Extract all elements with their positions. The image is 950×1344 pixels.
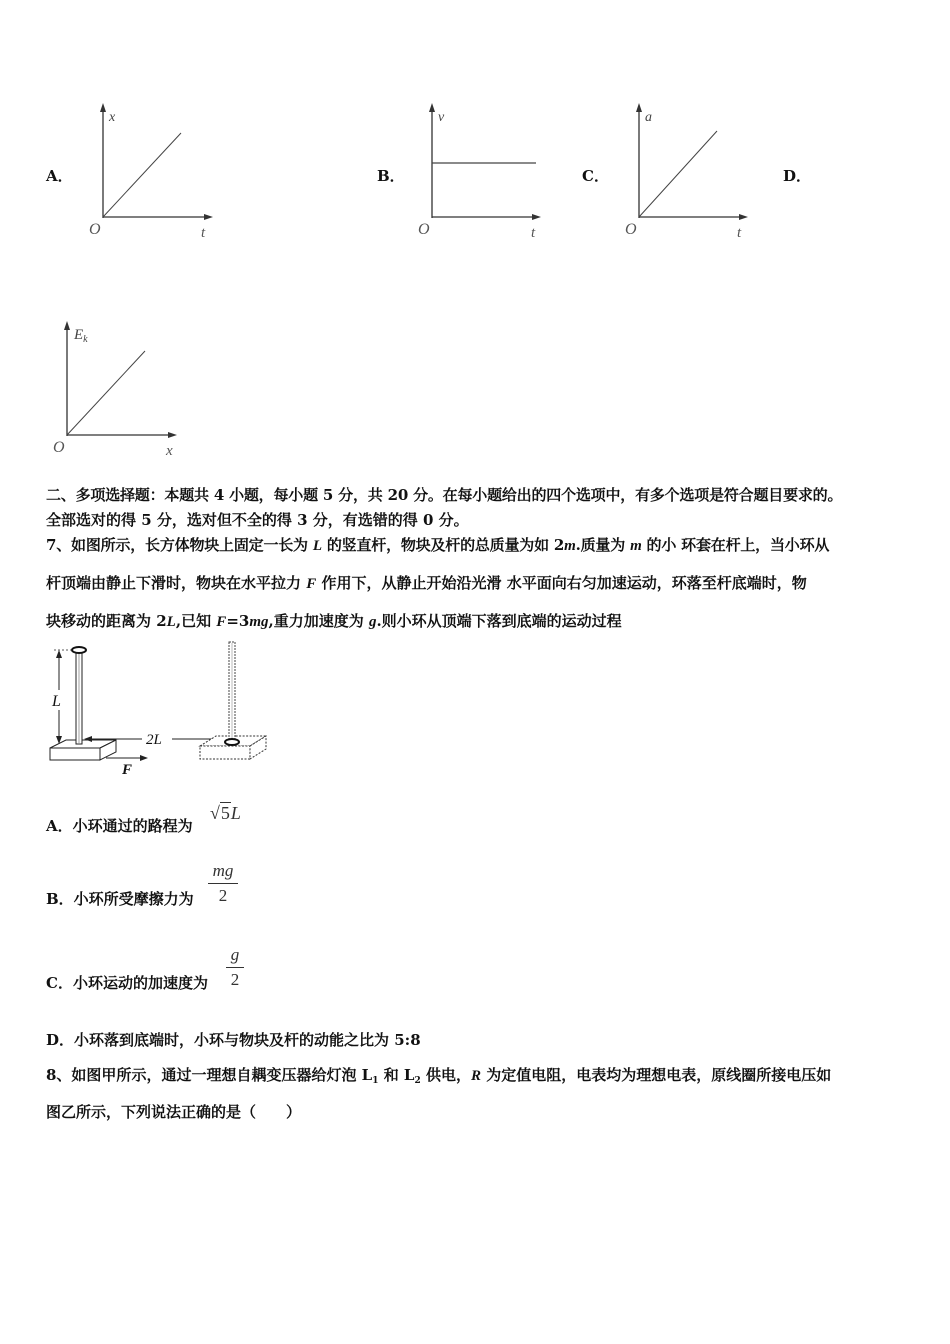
q7-l2c: 作用下，从静止开始沿光滑 水平面向右匀加速运动，环落至杆底端时，物	[316, 574, 807, 592]
q8-l1f: R	[470, 1068, 481, 1084]
q8-line1	[46, 1064, 831, 1092]
q7-option-c-den: 2	[230, 970, 240, 989]
q8-l1d: 2	[414, 1076, 421, 1086]
q7-l1g: 的小 环套在杆上，当小环从	[641, 536, 830, 554]
option-b-label: B．	[377, 167, 405, 185]
ring-bottom	[225, 739, 239, 745]
graph-c-plot-line	[639, 131, 717, 217]
graph-d-plot-line	[67, 351, 145, 435]
q7-l3d: F	[216, 614, 227, 630]
section2-header-line2: 全部选对的得 5 分，选对但不全的得 3 分，有选错的得 0 分。	[46, 511, 469, 529]
graph-d-y-label-sub: k	[83, 334, 88, 345]
graph-c-x-label: t	[737, 225, 742, 241]
option-a-label: A．	[46, 167, 73, 185]
graph-c-y-label: a	[645, 110, 652, 125]
label-2L: 2L	[146, 732, 162, 748]
graph-c-origin: O	[625, 221, 637, 238]
graph-b-x-arrow	[532, 214, 541, 220]
q7-l3f: mg	[249, 614, 269, 630]
graph-c-y-arrow	[636, 103, 642, 112]
q7-l1c: 的竖直杆，物块及杆的总质量为如 2	[321, 536, 565, 554]
q7-l1b: L	[312, 538, 322, 554]
q7-l3b: L	[166, 614, 176, 630]
q7-option-b[interactable]	[46, 888, 194, 910]
q7-option-b-den: 2	[218, 886, 228, 905]
graph-d-ek-x	[48, 318, 188, 460]
graph-a-x-t	[84, 100, 224, 242]
q8-l1b: 1	[372, 1076, 379, 1086]
q8-l1c: 和 L	[378, 1066, 415, 1084]
q7-line1	[46, 534, 829, 557]
q7-option-b-text: B．小环所受摩擦力为	[46, 890, 194, 908]
q7-l3a: 块移动的距离为 2	[46, 612, 167, 630]
q7-l1a: 7、如图所示，长方体物块上固定一长为	[46, 536, 313, 554]
graph-a-x-label: t	[201, 225, 206, 241]
graph-c-a-t	[620, 100, 760, 242]
q7-option-b-num: mg	[212, 861, 234, 880]
label-L: L	[52, 693, 61, 710]
q7-l3c: ,已知	[175, 612, 217, 630]
q7-line2	[46, 572, 807, 595]
q7-l1f: m	[630, 538, 642, 554]
graph-d-x-label: x	[166, 443, 173, 459]
q7-option-c-fraction	[226, 945, 244, 990]
q7-option-a-math	[210, 803, 241, 824]
q7-l3e: =3	[226, 612, 250, 630]
q7-option-c-num: g	[230, 945, 240, 964]
sqrt-icon: √	[210, 803, 220, 823]
option-c-label: C．	[582, 167, 609, 185]
section2-header-line1: 二、多项选择题：本题共 4 小题，每小题 5 分，共 20 分。在每小题给出的四个选项中，有多个选项是符合题目要求的。	[46, 486, 843, 504]
q7-l1e: .质量为	[575, 536, 631, 554]
graph-d-y-label	[73, 327, 88, 345]
graph-a-x-arrow	[204, 214, 213, 220]
graph-c-x-arrow	[739, 214, 748, 220]
q7-option-a[interactable]	[46, 815, 193, 837]
graph-d-y-arrow	[64, 321, 70, 330]
sqrt-radicand: 5	[220, 803, 230, 823]
q7-option-d[interactable]	[46, 1029, 421, 1051]
q8-l1e: 供电，	[420, 1066, 471, 1084]
graph-d-x-arrow	[168, 432, 177, 438]
q7-option-b-fraction	[208, 861, 238, 906]
q8-line2: 图乙所示，下列说法正确的是（ ）	[46, 1103, 302, 1121]
graph-b-origin: O	[418, 221, 430, 238]
q7-option-c-text: C．小环运动的加速度为	[46, 974, 208, 992]
label-F: F	[122, 762, 133, 778]
q7-line3	[46, 610, 622, 633]
graph-b-x-label: t	[531, 225, 536, 241]
graph-b-y-arrow	[429, 103, 435, 112]
graph-a-origin: O	[89, 221, 101, 238]
q7-option-a-text: A．小环通过的路程为	[46, 817, 193, 835]
q7-l3g: ,重力加速度为	[268, 612, 369, 630]
q7-l3i: .则小环从顶端下落到底端的运动过程	[376, 612, 622, 630]
graph-b-v-t	[414, 100, 554, 242]
q7-l1d: m	[564, 538, 576, 554]
q7-l2a: 杆顶端由静止下滑时，物块在水平拉力	[46, 574, 307, 592]
graph-a-y-arrow	[100, 103, 106, 112]
graph-d-y-label-main: E	[74, 327, 84, 343]
ring-top	[72, 647, 86, 653]
q7-figure	[44, 636, 274, 780]
q8-l1g: 为定值电阻，电表均为理想电表，原线圈所接电压如	[481, 1066, 832, 1084]
q7-l3h: g	[368, 614, 377, 630]
q7-option-d-text: D．小环落到底端时，小环与物块及杆的动能之比为 5:8	[46, 1031, 421, 1049]
option-d-label: D．	[783, 167, 812, 185]
block-left-front	[50, 748, 100, 760]
sqrt-var: L	[230, 803, 241, 823]
q8-l1a: 8、如图甲所示，通过一理想自耦变压器给灯泡 L	[46, 1066, 373, 1084]
graph-a-plot-line	[103, 133, 181, 217]
graph-d-origin: O	[53, 439, 65, 456]
block-right-front	[200, 746, 250, 759]
graph-b-y-label: v	[438, 110, 445, 125]
q7-l2b: F	[306, 576, 317, 592]
graph-a-y-label: x	[109, 110, 116, 125]
q7-option-c[interactable]	[46, 972, 208, 994]
